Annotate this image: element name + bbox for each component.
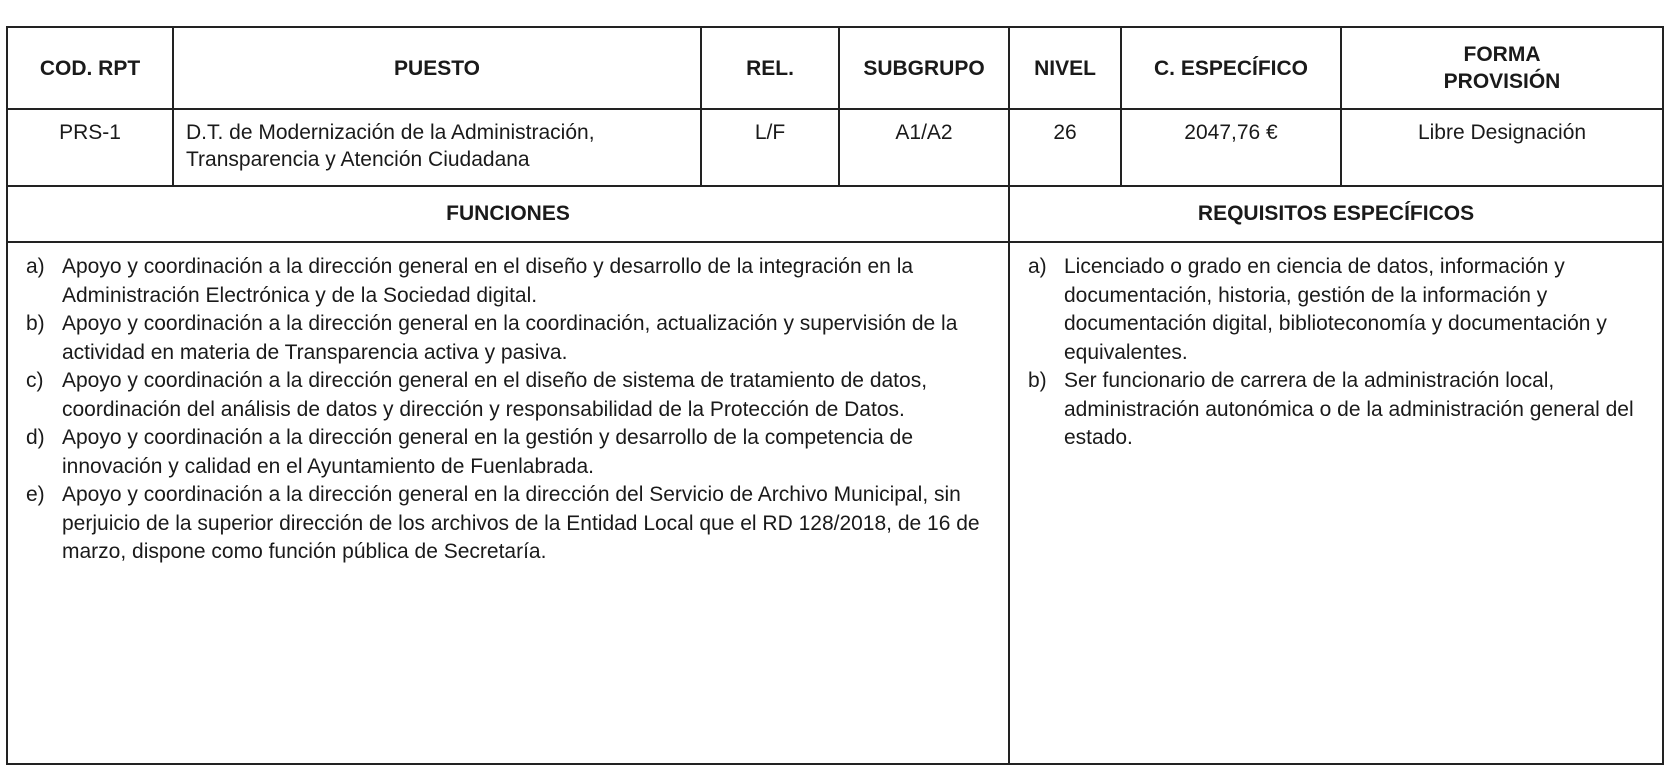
cell-forma-provision: Libre Designación	[1341, 109, 1663, 186]
list-item	[26, 424, 990, 481]
section-requisitos-title: REQUISITOS ESPECÍFICOS	[1009, 186, 1663, 242]
list-text: Ser funcionario de carrera de la administración local, administración autonómica o de la administración general del estado.	[1064, 369, 1634, 449]
requisitos-cell	[1009, 242, 1663, 764]
header-puesto: PUESTO	[173, 27, 701, 109]
list-marker: b)	[26, 312, 45, 335]
header-subgrupo: SUBGRUPO	[839, 27, 1009, 109]
cell-rel: L/F	[701, 109, 839, 186]
cell-puesto	[173, 109, 701, 186]
header-forma-provision-line2: PROVISIÓN	[1443, 70, 1561, 93]
funciones-list	[8, 243, 1008, 567]
list-item	[26, 310, 990, 367]
list-item	[26, 481, 990, 567]
list-marker: b)	[1028, 369, 1047, 392]
cell-puesto-line1: D.T. de Modernización de la Administración,	[186, 121, 595, 144]
header-row	[7, 27, 1663, 109]
list-item	[26, 253, 990, 310]
cell-c-especifico: 2047,76 €	[1121, 109, 1341, 186]
header-c-especifico: C. ESPECÍFICO	[1121, 27, 1341, 109]
list-marker: e)	[26, 483, 45, 506]
list-text: Licenciado o grado en ciencia de datos, información y documentación, historia, gestión de la información y documentación digital, biblioteconomía y documentación y equivalentes.	[1064, 255, 1607, 364]
list-marker: a)	[26, 255, 45, 278]
list-item	[26, 367, 990, 424]
list-text: Apoyo y coordinación a la dirección general en la coordinación, actualización y supervisión de la actividad en materia de Transparencia activa y pasiva.	[62, 312, 958, 364]
header-rel: REL.	[701, 27, 839, 109]
header-cod-rpt: COD. RPT	[7, 27, 173, 109]
list-item	[1028, 367, 1644, 453]
list-marker: a)	[1028, 255, 1047, 278]
cell-subgrupo: A1/A2	[839, 109, 1009, 186]
section-funciones-title: FUNCIONES	[7, 186, 1009, 242]
cell-cod-rpt: PRS-1	[7, 109, 173, 186]
cell-puesto-line2: Transparencia y Atención Ciudadana	[186, 148, 530, 171]
header-nivel: NIVEL	[1009, 27, 1121, 109]
section-header-row	[7, 186, 1663, 242]
list-text: Apoyo y coordinación a la dirección general en la gestión y desarrollo de la competencia de innovación y calidad en el Ayuntamiento de Fuenlabrada.	[62, 426, 914, 478]
table-row	[7, 109, 1663, 186]
rpt-table	[6, 26, 1664, 765]
cell-nivel: 26	[1009, 109, 1121, 186]
list-text: Apoyo y coordinación a la dirección general en el diseño y desarrollo de la integración en la Administración Electrónica y de la Sociedad digital.	[62, 255, 914, 307]
list-item	[1028, 253, 1644, 367]
header-forma-provision	[1341, 27, 1663, 109]
header-forma-provision-line1: FORMA	[1463, 43, 1541, 66]
funciones-cell	[7, 242, 1009, 764]
list-marker: d)	[26, 426, 45, 449]
list-marker: c)	[26, 369, 44, 392]
requisitos-list	[1010, 243, 1662, 453]
rpt-sheet	[6, 26, 1662, 765]
list-text: Apoyo y coordinación a la dirección general en la dirección del Servicio de Archivo Municipal, sin perjuicio de la superior dirección de los archivos de la Entidad Local que el RD 128/2018, de 16 de marzo, dispone como función pública de Secretaría.	[62, 483, 980, 563]
list-text: Apoyo y coordinación a la dirección general en el diseño de sistema de tratamiento de datos, coordinación del análisis de datos y dirección y responsabilidad de la Protección de Datos.	[62, 369, 928, 421]
section-body-row	[7, 242, 1663, 764]
